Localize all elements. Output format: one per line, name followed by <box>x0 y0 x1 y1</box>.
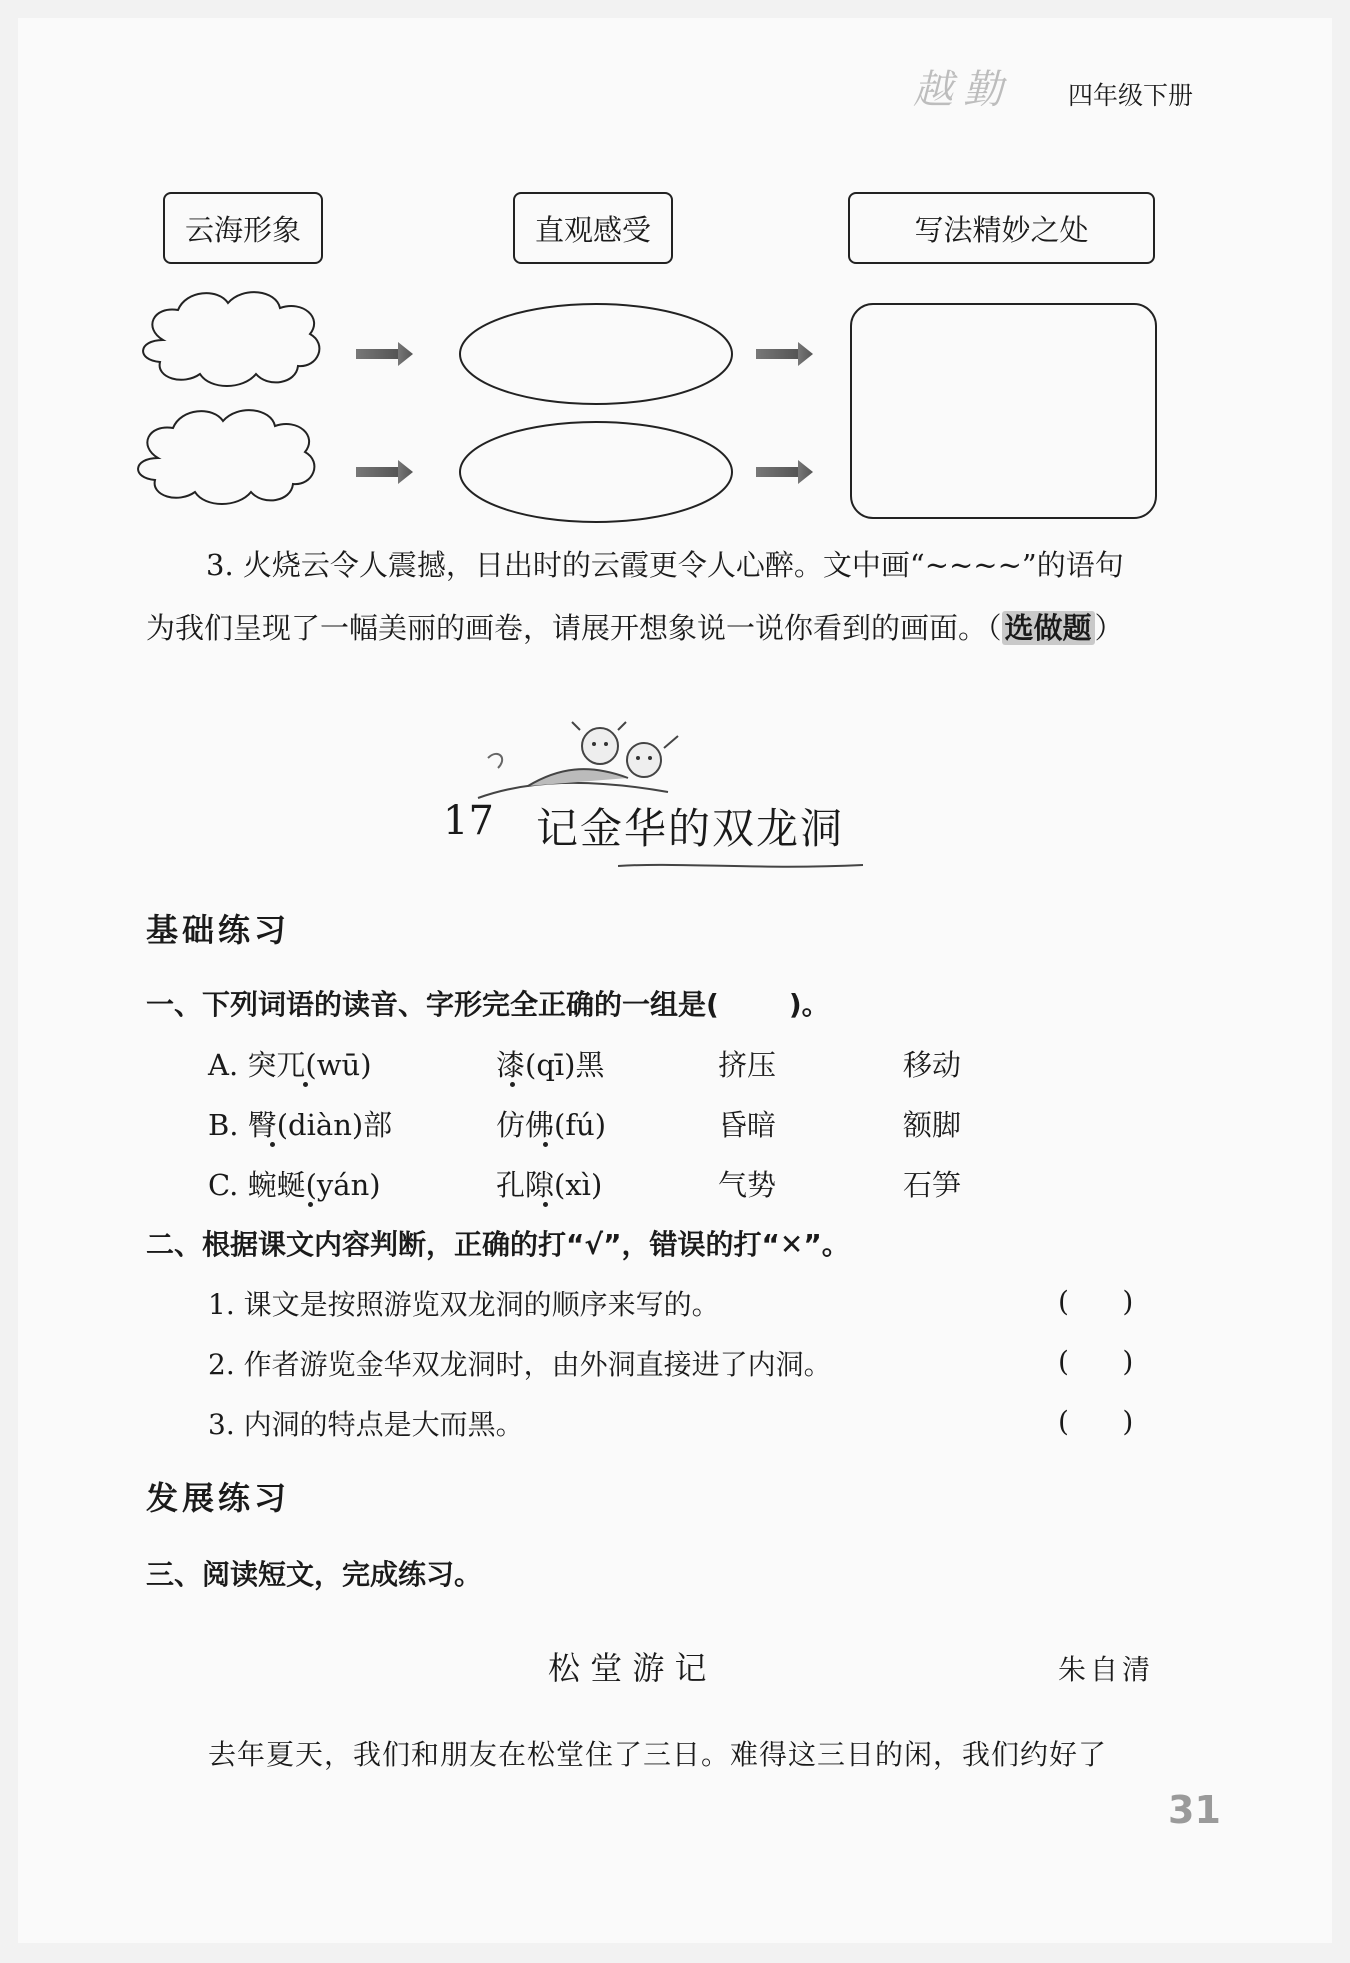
header-grade: 四年级下册 <box>1068 81 1194 110</box>
ellipse-answer-1 <box>460 304 732 404</box>
emphasis-dot <box>270 1142 275 1147</box>
q1-option-b-2: 仿佛(fú) <box>496 1108 607 1142</box>
header-brush-logo: 越勤 <box>913 67 1013 113</box>
workbook-page <box>18 18 1332 1943</box>
q2-item-3: 3. 内洞的特点是大而黑。 <box>208 1408 524 1441</box>
q1-option-a-4: 移动 <box>903 1048 962 1082</box>
optional-tag: 选做题 <box>1002 611 1095 645</box>
q1-option-b-3: 昏暗 <box>718 1108 777 1142</box>
q1-option-c-2: 孔隙(xì) <box>496 1168 603 1202</box>
q1-option-c-1: C. 蜿蜒(yán) <box>208 1168 381 1202</box>
answer-paren-2[interactable]: ( ) <box>1058 1345 1134 1378</box>
q2-stem: 二、根据课文内容判断，正确的打“√”，错误的打“✕”。 <box>146 1228 850 1261</box>
q1-option-b-4: 额脚 <box>903 1108 962 1142</box>
passage-title: 松 堂 游 记 <box>548 1649 707 1687</box>
ellipse-answer-2 <box>460 422 732 522</box>
arrow-1 <box>356 342 413 366</box>
arrow-2 <box>756 342 813 366</box>
emphasis-dot <box>543 1202 548 1207</box>
section-basic-heading: 基础练习 <box>146 911 291 949</box>
q1-option-b-1: B. 臀(diàn)部 <box>208 1108 393 1142</box>
title-underline <box>618 860 868 872</box>
diagram-flow <box>18 268 1218 528</box>
answer-paren-1[interactable]: ( ) <box>1058 1285 1134 1318</box>
passage-line-1: 去年夏天，我们和朋友在松堂住了三日。难得这三日的闲，我们约好了 <box>208 1738 1108 1771</box>
q1-option-c-4: 石笋 <box>903 1168 962 1202</box>
page-number: 31 <box>1168 1788 1221 1832</box>
section-develop-heading: 发展练习 <box>146 1479 291 1517</box>
q1-option-a-3: 挤压 <box>718 1048 777 1082</box>
label-direct-feeling: 直观感受 <box>513 192 673 264</box>
emphasis-dot <box>543 1142 548 1147</box>
cloud-shape-1 <box>143 292 319 386</box>
q2-item-2: 2. 作者游览金华双龙洞时，由外洞直接进了内洞。 <box>208 1348 832 1381</box>
arrow-4 <box>756 460 813 484</box>
q1-option-c-3: 气势 <box>718 1168 777 1202</box>
q1-option-a-2: 漆(qī)黑 <box>496 1048 605 1082</box>
lesson-title: 记金华的双龙洞 <box>536 804 845 853</box>
answer-box-technique <box>851 304 1156 518</box>
q3-reading-stem: 三、阅读短文，完成练习。 <box>146 1558 483 1591</box>
arrow-3 <box>356 460 413 484</box>
emphasis-dot <box>303 1082 308 1087</box>
q3-line1: 3. 火烧云令人震撼，日出时的云霞更令人心醉。文中画“~~~~”的语句 <box>206 548 1124 582</box>
passage-author: 朱自清 <box>1058 1653 1155 1686</box>
label-cloud-image: 云海形象 <box>163 192 323 264</box>
q1-option-a-1: A. 突兀(wū) <box>208 1048 372 1082</box>
q1-stem: 一、下列词语的读音、字形完全正确的一组是( )。 <box>146 988 830 1021</box>
q2-item-1: 1. 课文是按照游览双龙洞的顺序来写的。 <box>208 1288 720 1321</box>
emphasis-dot <box>308 1202 313 1207</box>
lesson-number: 17 <box>443 798 494 844</box>
emphasis-dot <box>510 1082 515 1087</box>
answer-paren-3[interactable]: ( ) <box>1058 1405 1134 1438</box>
q3-line2: 为我们呈现了一幅美丽的画卷，请展开想象说一说你看到的画面。（ 选做题 ） <box>146 611 1124 645</box>
label-writing-technique: 写法精妙之处 <box>848 192 1155 264</box>
cloud-shape-2 <box>138 410 314 504</box>
